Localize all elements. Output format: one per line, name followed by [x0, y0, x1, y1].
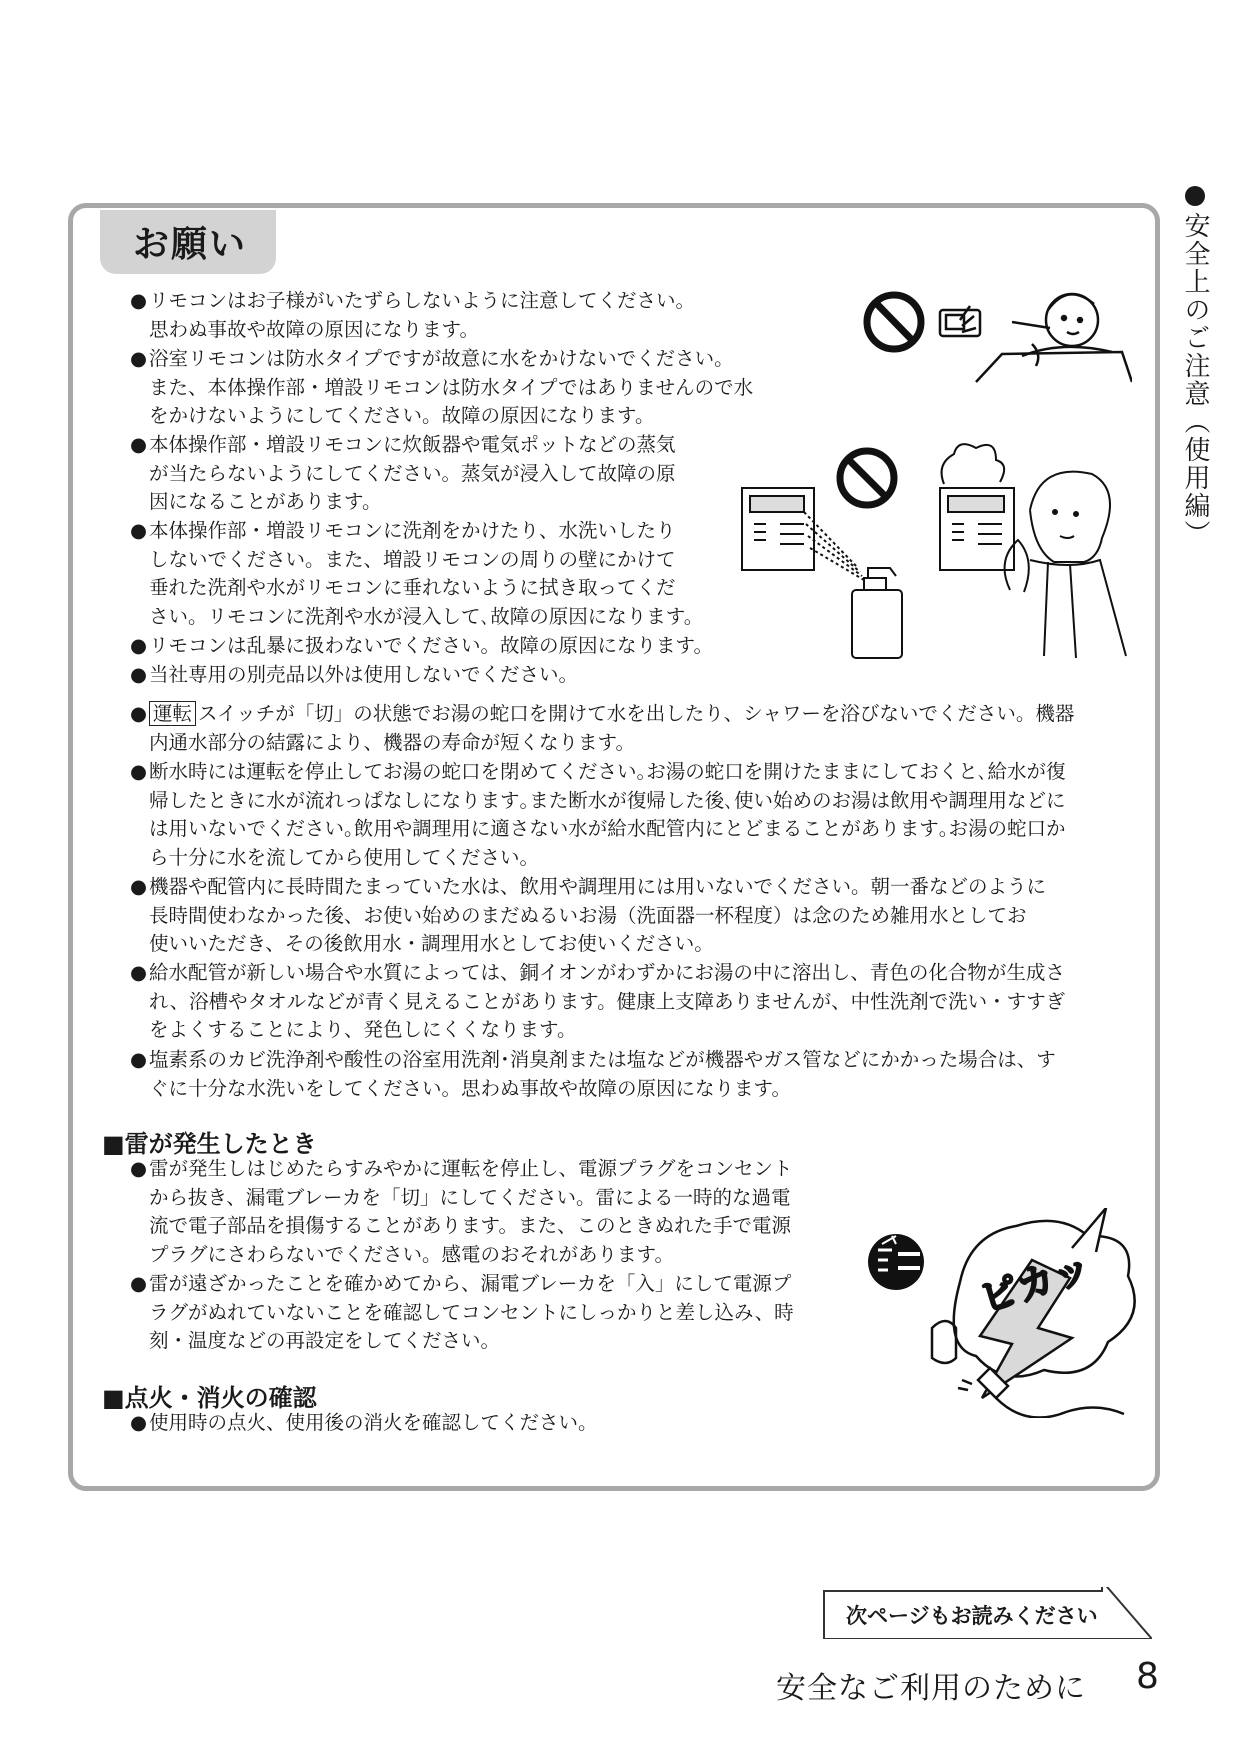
- item-line: さい。リモコンに洗剤や水が浸入して､故障の原因になります。: [149, 604, 704, 628]
- child-splash-illustration: [862, 282, 1132, 392]
- bullet: ●: [130, 433, 148, 456]
- bullet: ●: [130, 289, 148, 312]
- woman-figure: [1005, 472, 1126, 658]
- item-line: 帰したときに水が流れっぱなしになります｡また断水が復帰した後､使い始めのお湯は飲用や調理用などに: [149, 788, 1066, 812]
- item-line: 本体操作部・増設リモコンに洗剤をかけたり、水洗いしたり: [149, 519, 676, 542]
- item-line: 運転 スイッチが「切」の状態でお湯の蛇口を開けて水を出したり、シャワーを浴びないでください。機器: [149, 700, 1140, 729]
- item-line: 本体操作部・増設リモコンに炊飯器や電気ポットなどの蒸気: [149, 433, 676, 456]
- item-line: しないでください。また、増設リモコンの周りの壁にかけて: [149, 547, 676, 571]
- item-line: 浴室リモコンは防水タイプですが故意に水をかけないでください。: [149, 347, 734, 370]
- item-line: リモコンはお子様がいたずらしないように注意してください。: [149, 289, 696, 312]
- list-item: [130, 517, 750, 631]
- item-line: 使用時の点火、使用後の消火を確認してください。: [149, 1411, 598, 1434]
- item-line: また、本体操作部・増設リモコンは防水タイプではありませんので水: [149, 375, 754, 399]
- item-line: れ、浴槽やタオルなどが青く見えることがあります。健康上支障ありませんが、中性洗剤で洗い・すすぎ: [149, 989, 1066, 1013]
- list-item: [130, 1409, 850, 1438]
- pika-text: ピカッ: [975, 1246, 1097, 1322]
- bullet: ●: [130, 1272, 148, 1295]
- item-line: 塩素系のカビ洗浄剤や酸性の浴室用洗剤･消臭剤または塩などが機器やガス管などにかかった場合は、す: [149, 1048, 1056, 1071]
- list-item: [130, 345, 850, 431]
- item-line: リモコンは乱暴に扱わないでください。故障の原因になります。: [149, 634, 713, 657]
- remote-panel-icon-2: [940, 444, 1014, 570]
- bullet: ●: [130, 875, 148, 898]
- bullet: ●: [130, 702, 148, 725]
- item-line: をかけないようにしてください。故障の原因になります。: [149, 404, 655, 428]
- item-line: 内通水部分の結露により、機器の寿命が短くなります。: [149, 730, 635, 754]
- remote-panel-icon: [742, 488, 814, 570]
- list-item: [130, 1270, 850, 1356]
- bullet: ●: [130, 347, 148, 370]
- item-line: 流で電子部品を損傷することがあります。また、このときぬれた手で電源: [149, 1214, 791, 1238]
- item-line: 思わぬ事故や故障の原因になります。: [149, 317, 479, 341]
- request-title: お願い: [133, 224, 248, 265]
- item-line: から抜き、漏電ブレーカを「切」にしてください。雷による一時的な過電: [149, 1185, 791, 1209]
- item-line: ラグがぬれていないことを確認してコンセントにしっかりと差し込み、時: [149, 1300, 794, 1324]
- unplug-icon: [868, 1234, 924, 1290]
- list-item: [130, 700, 1140, 757]
- bullet: ●: [130, 519, 148, 542]
- item-line: は用いないでください｡飲用や調理用に適さない水が給水配管内にとどまることがあります｡お湯の蛇口か: [149, 817, 1066, 841]
- item-line: 給水配管が新しい場合や水質によっては、銅イオンがわずかにお湯の中に溶出し、青色の化合物が生成さ: [149, 961, 1065, 984]
- bullet: ●: [130, 760, 148, 783]
- switch-label: 運転: [149, 701, 196, 726]
- next-page-label: 次ページもお読みください: [846, 1604, 1098, 1628]
- list-item: [130, 873, 1140, 959]
- lightning-illustration: [862, 1208, 1152, 1418]
- item-line: 垂れた洗剤や水がリモコンに垂れないように拭き取ってくだ: [149, 576, 676, 600]
- thunder-heading: ■雷が発生したとき: [102, 1130, 317, 1158]
- item-line: が当たらないようにしてください。蒸気が浸入して故障の原: [149, 461, 676, 485]
- bullet: ●: [130, 634, 148, 657]
- bullet: ●: [130, 1411, 148, 1434]
- bath-remote-icon: [940, 306, 980, 336]
- list-item: [130, 1046, 1140, 1103]
- side-tab-bullet: [1185, 186, 1205, 206]
- item-line: ら十分に水を流してから使用してください。: [149, 845, 540, 869]
- item-line: 雷が発生しはじめたらすみやかに運転を停止し、電源プラグをコンセント: [149, 1157, 793, 1180]
- list-item: [130, 1155, 850, 1269]
- prohibition-icon: [840, 451, 894, 505]
- item-line: 断水時には運転を停止してお湯の蛇口を閉めてください｡お湯の蛇口を開けたままにしておくと､給水が復: [149, 760, 1066, 783]
- side-tab-label: 安全上のご注意（使用編）: [1180, 212, 1210, 548]
- item-line: ぐに十分な水洗いをしてください。思わぬ事故や故障の原因になります。: [149, 1076, 791, 1100]
- list-item: [130, 431, 750, 517]
- bullet: ●: [130, 1048, 148, 1071]
- item-line: 刻・温度などの再設定をしてください。: [149, 1329, 501, 1353]
- steam-spray-illustration: [730, 440, 1150, 660]
- item-line: 因になることがあります。: [149, 490, 382, 514]
- bullet: ●: [130, 961, 148, 984]
- item-line: 使いいただき、その後飲用水・調理用水としてお使いください。: [149, 932, 714, 956]
- prohibition-icon: [867, 295, 921, 349]
- list-item: [130, 758, 1140, 872]
- item-line: 当社専用の別売品以外は使用しないでください。: [149, 663, 579, 686]
- child-figure: [976, 294, 1132, 382]
- list-item: [130, 287, 850, 344]
- item-line: 雷が遠ざかったことを確かめてから、漏電ブレーカを「入」にして電源プ: [149, 1272, 792, 1295]
- item-line: 機器や配管内に長時間たまっていた水は、飲用や調理用には用いないでください。朝一番などのように: [149, 875, 1047, 898]
- list-item: [130, 661, 850, 690]
- footer-title: 安全なご利用のために: [776, 1671, 1086, 1706]
- item-line: プラグにさわらないでください。感電のおそれがあります。: [149, 1242, 674, 1266]
- item-line: 長時間使わなかった後、お使い始めのまだぬるいお湯（洗面器一杯程度）は念のため雑用水としてお: [149, 903, 1027, 927]
- spray-bottle-icon: [804, 512, 902, 658]
- page-number: 8: [1136, 1656, 1159, 1697]
- bullet: ●: [130, 663, 148, 686]
- ignition-heading: ■点火・消火の確認: [102, 1384, 317, 1412]
- bullet: ●: [130, 1157, 148, 1180]
- item-line: をよくすることにより、発色しにくくなります。: [149, 1018, 577, 1042]
- list-item: [130, 959, 1140, 1045]
